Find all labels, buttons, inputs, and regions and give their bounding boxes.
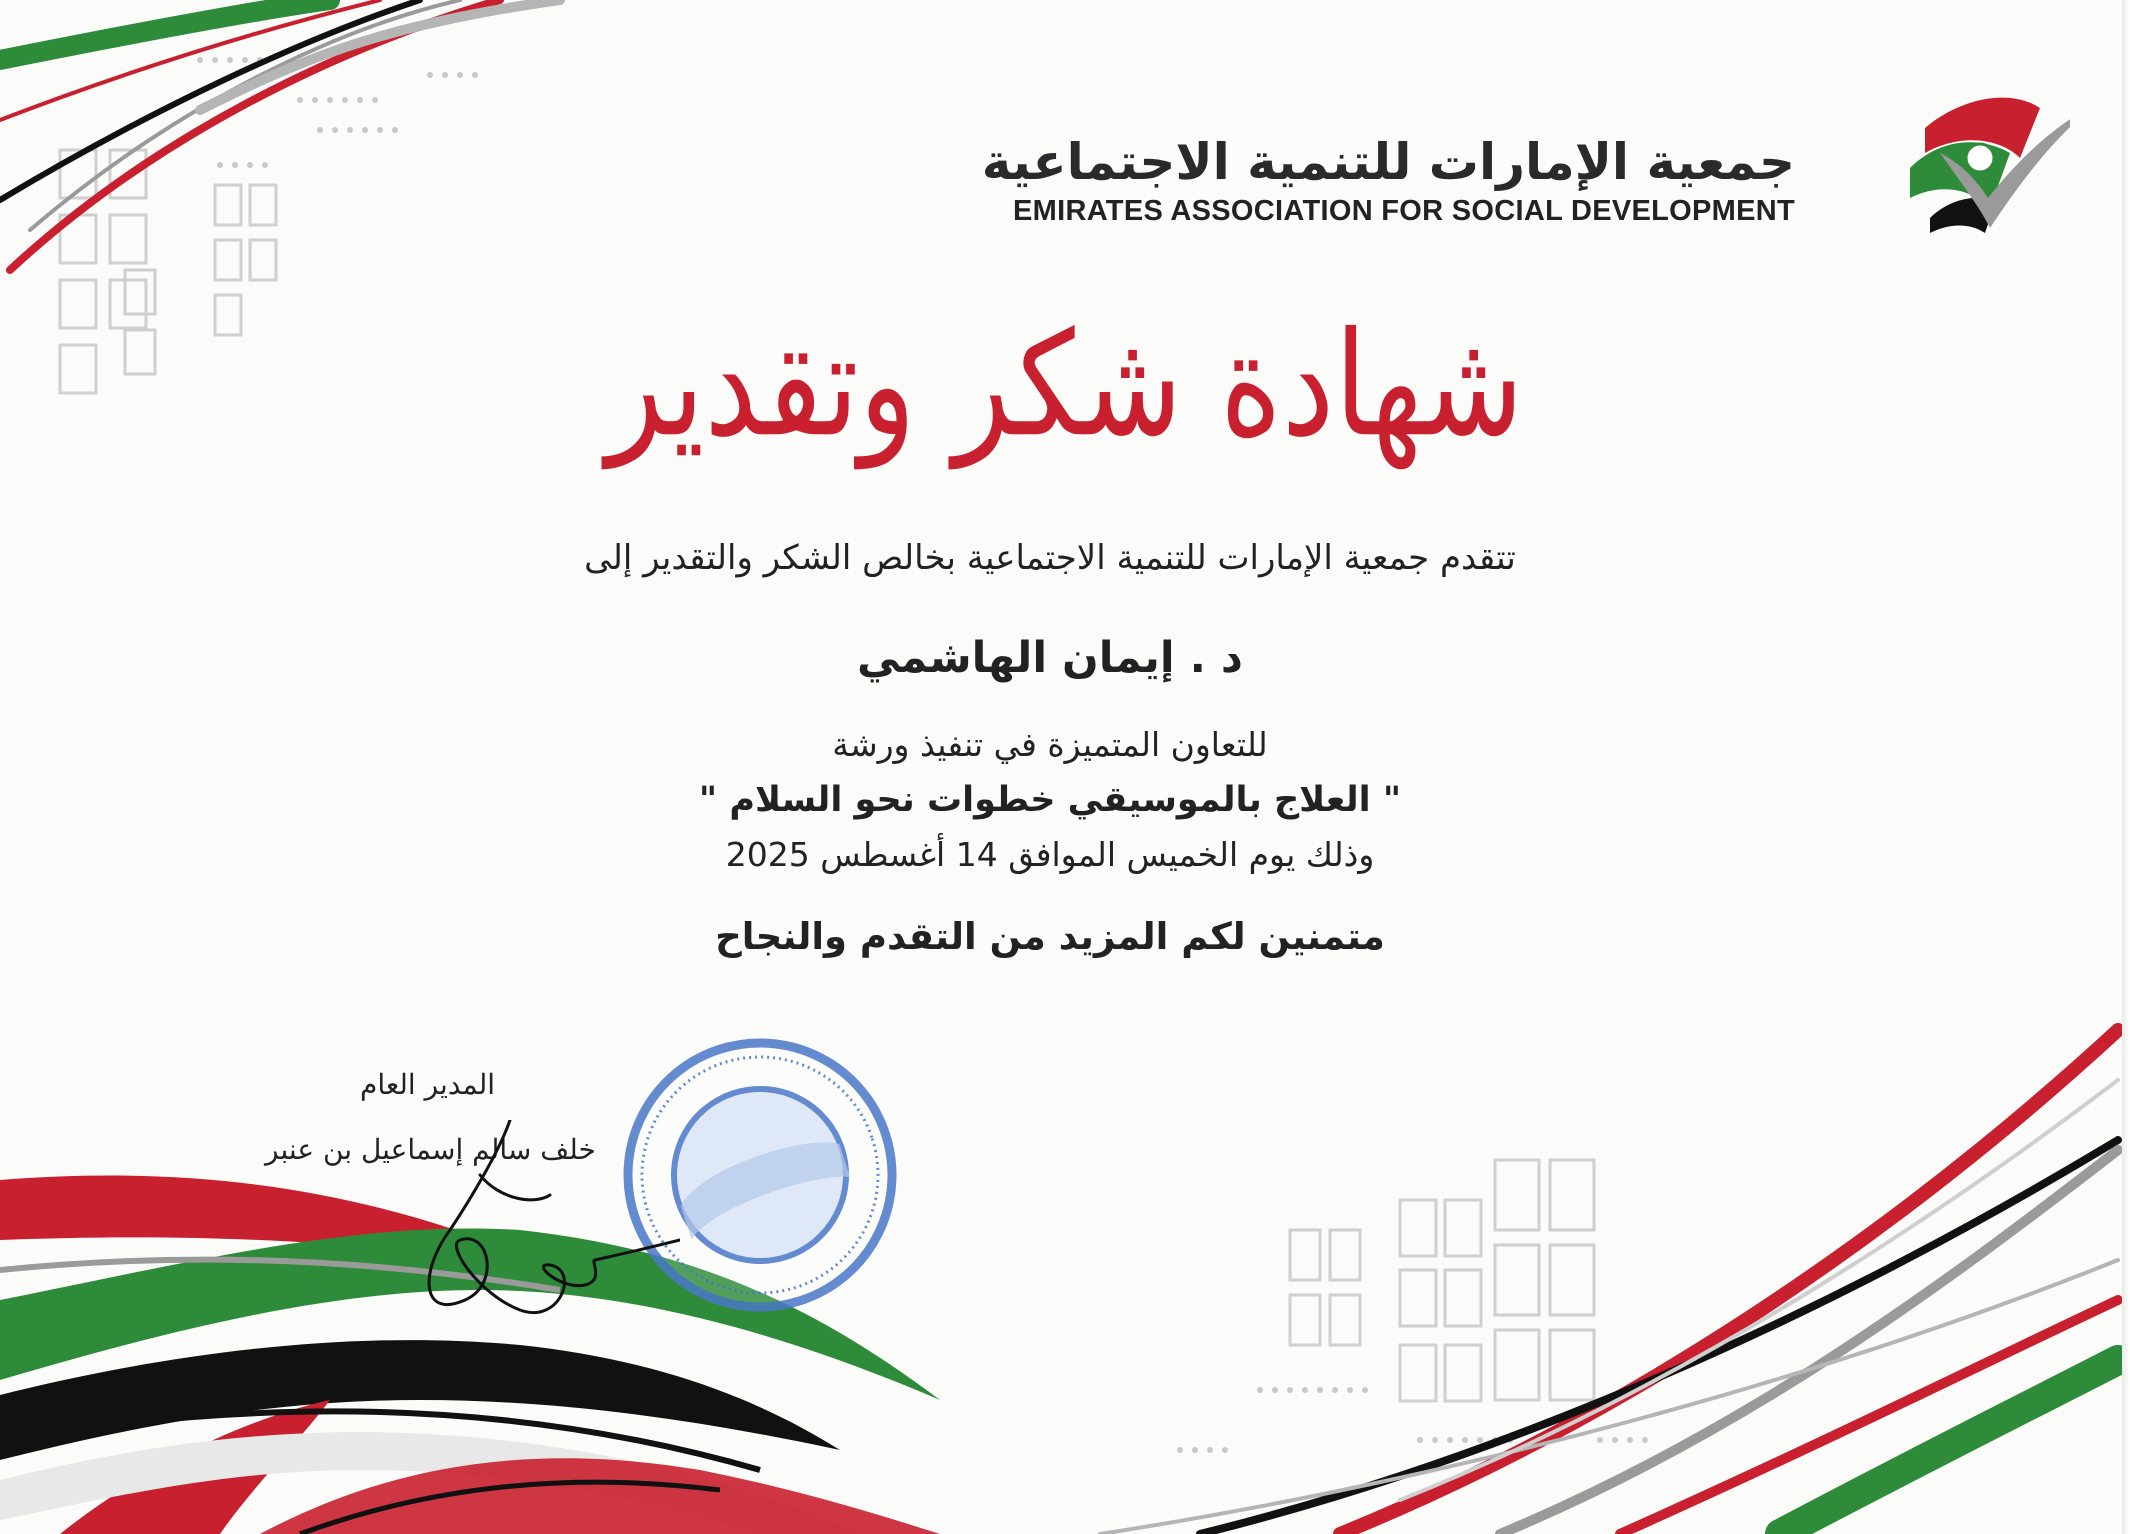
scan-edge <box>2122 0 2130 1534</box>
top-left-swooshes <box>0 0 560 270</box>
recipient-name: د . إيمان الهاشمي <box>857 633 1243 683</box>
workshop-title: " العلاج بالموسيقي خطوات نحو السلام " <box>698 780 1402 820</box>
organization-logo <box>950 58 2070 238</box>
certificate-title: شهادة شكر وتقدير <box>606 300 1524 469</box>
bottom-right-grid-pattern <box>1290 1160 1594 1401</box>
intro-text: تتقدم جمعية الإمارات للتنمية الاجتماعية بخالص الشكر والتقدير إلى <box>584 538 1516 578</box>
wishes-text: متمنين لكم المزيد من التقدم والنجاح <box>715 915 1385 958</box>
signature <box>420 1120 680 1340</box>
organization-name-english: EMIRATES ASSOCIATION FOR SOCIAL DEVELOPMENT <box>1013 195 1795 227</box>
bottom-right-swooshes <box>1100 1030 2118 1534</box>
signatory-title: المدير العام <box>360 1068 496 1101</box>
emirates-association-logo-icon <box>1870 58 2070 238</box>
cooperation-text: للتعاون المتميزة في تنفيذ ورشة <box>832 725 1268 764</box>
signatory-name: خلف سالم إسماعيل بن عنبر <box>265 1133 596 1166</box>
organization-name-arabic: جمعية الإمارات للتنمية الاجتماعية <box>981 133 1795 191</box>
date-line: وذلك يوم الخميس الموافق 14 أغسطس 2025 <box>725 835 1375 874</box>
